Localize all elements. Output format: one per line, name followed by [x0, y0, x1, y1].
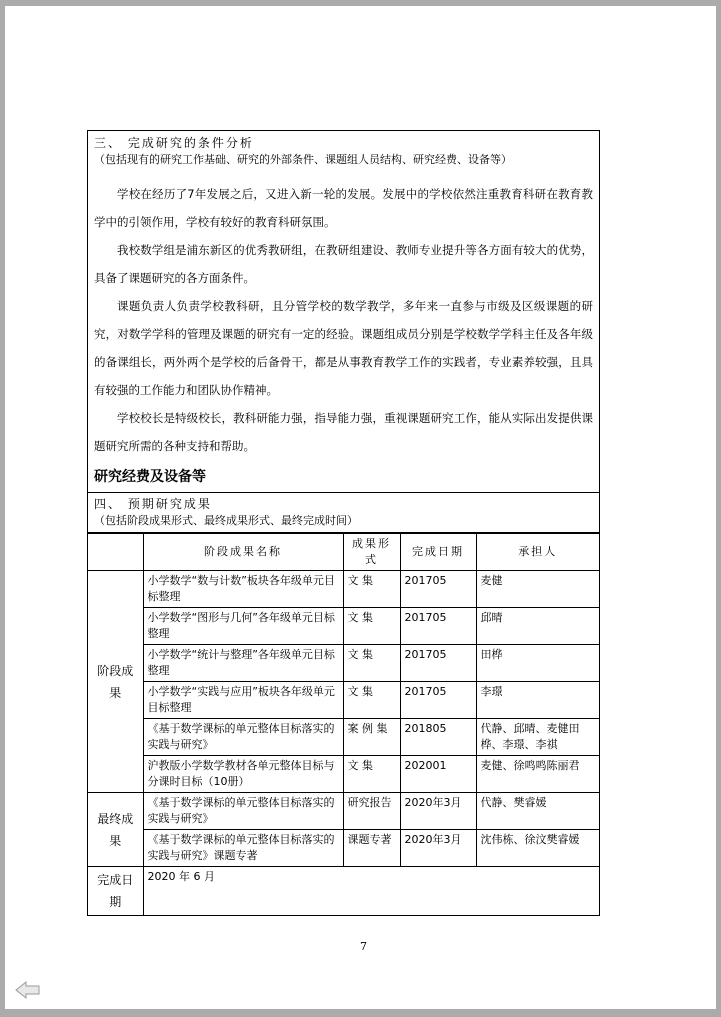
bold-heading: 研究经费及设备等 [94, 469, 206, 485]
table-row [88, 571, 599, 608]
cell-owner: 代静、邱晴、麦健田桦、李璟、李祺 [476, 719, 599, 756]
completion-row [88, 867, 599, 916]
cell-form: 案 例 集 [343, 719, 400, 756]
cell-date: 201705 [400, 645, 476, 682]
paragraph: 学校校长是特级校长，教科研能力强，指导能力强，重视课题研究工作，能从实际出发提供课题研究所需的各种支持和帮助。 [94, 411, 593, 453]
results-table [88, 533, 599, 915]
cell-owner: 邱晴 [476, 608, 599, 645]
cell-form: 研究报告 [343, 793, 400, 830]
header-cell: 承担人 [476, 534, 599, 571]
cell-date: 2020年3月 [400, 830, 476, 867]
paragraph: 学校在经历了7年发展之后，又进入新一轮的发展。发展中的学校依然注重教育科研在教育教学中的引领作用，学校有较好的教育科研氛围。 [94, 187, 593, 229]
table-row [88, 645, 599, 682]
table-row [88, 719, 599, 756]
cell-form: 文 集 [343, 756, 400, 793]
cell-name: 小学数学“数与计数”板块各年级单元目标整理 [143, 571, 343, 608]
header-cell [88, 534, 143, 571]
cell-name: 沪教版小学数学教材各单元整体目标与分课时目标（10册） [143, 756, 343, 793]
cell-form: 文 集 [343, 645, 400, 682]
cell-date: 201705 [400, 608, 476, 645]
cell-name: 小学数学“图形与几何”各年级单元目标整理 [143, 608, 343, 645]
table-header-row [88, 534, 599, 571]
cell-date: 201705 [400, 682, 476, 719]
section-results-header [88, 493, 599, 533]
completion-label: 完成日期 [88, 867, 143, 916]
header-cell: 阶段成果名称 [143, 534, 343, 571]
cell-date: 201805 [400, 719, 476, 756]
cell-owner: 沈伟栋、徐汶樊睿媛 [476, 830, 599, 867]
page-number: 7 [360, 940, 367, 953]
table-row [88, 793, 599, 830]
table-row [88, 608, 599, 645]
cell-owner: 代静、樊睿媛 [476, 793, 599, 830]
section-subtitle: （包括现有的研究工作基础、研究的外部条件、课题组人员结构、研究经费、设备等） [94, 153, 512, 166]
group-label: 阶段成果 [88, 571, 143, 793]
cell-form: 文 集 [343, 682, 400, 719]
cell-name: 《基于数学课标的单元整体目标落实的实践与研究》 [143, 719, 343, 756]
section-subtitle: （包括阶段成果形式、最终成果形式、最终完成时间） [94, 514, 358, 527]
completion-value: 2020 年 6 月 [143, 867, 599, 916]
document-page [5, 6, 716, 1009]
cell-owner: 田桦 [476, 645, 599, 682]
cell-name: 小学数学“实践与应用”板块各年级单元目标整理 [143, 682, 343, 719]
table-row [88, 756, 599, 793]
table-row [88, 682, 599, 719]
paragraph: 我校数学组是浦东新区的优秀教研组，在教研组建设、教师专业提升等各方面有较大的优势，具备了课题研究的各方面条件。 [94, 243, 593, 285]
cell-name: 《基于数学课标的单元整体目标落实的实践与研究》 [143, 793, 343, 830]
form-table [87, 130, 600, 916]
cell-date: 202001 [400, 756, 476, 793]
table-row [88, 830, 599, 867]
section-title: 三、 完成研究的条件分析 [94, 136, 254, 150]
cell-owner: 麦健 [476, 571, 599, 608]
cell-name: 小学数学“统计与整理”各年级单元目标整理 [143, 645, 343, 682]
group-label: 最终成果 [88, 793, 143, 867]
section-conditions [88, 131, 599, 493]
cell-form: 课题专著 [343, 830, 400, 867]
cell-date: 201705 [400, 571, 476, 608]
cell-form: 文 集 [343, 571, 400, 608]
cell-owner: 麦健、徐鸣鸣陈丽君 [476, 756, 599, 793]
header-cell: 成果形式 [343, 534, 400, 571]
back-arrow-icon[interactable] [14, 979, 42, 1001]
cell-form: 文 集 [343, 608, 400, 645]
section-title: 四、 预期研究成果 [94, 497, 212, 511]
cell-date: 2020年3月 [400, 793, 476, 830]
cell-owner: 李璟 [476, 682, 599, 719]
paragraph: 课题负责人负责学校教科研，且分管学校的数学教学，多年来一直参与市级及区级课题的研究，对数学学科的管理及课题的研究有一定的经验。课题组成员分别是学校数学学科主任及各年级的备课组长，两外两个是学校的后备骨干，都是从事教育教学工作的实践者，专业素养较强，且具有较强的工作能力和团队协作精神。 [94, 299, 593, 397]
header-cell: 完成日期 [400, 534, 476, 571]
cell-name: 《基于数学课标的单元整体目标落实的实践与研究》课题专著 [143, 830, 343, 867]
